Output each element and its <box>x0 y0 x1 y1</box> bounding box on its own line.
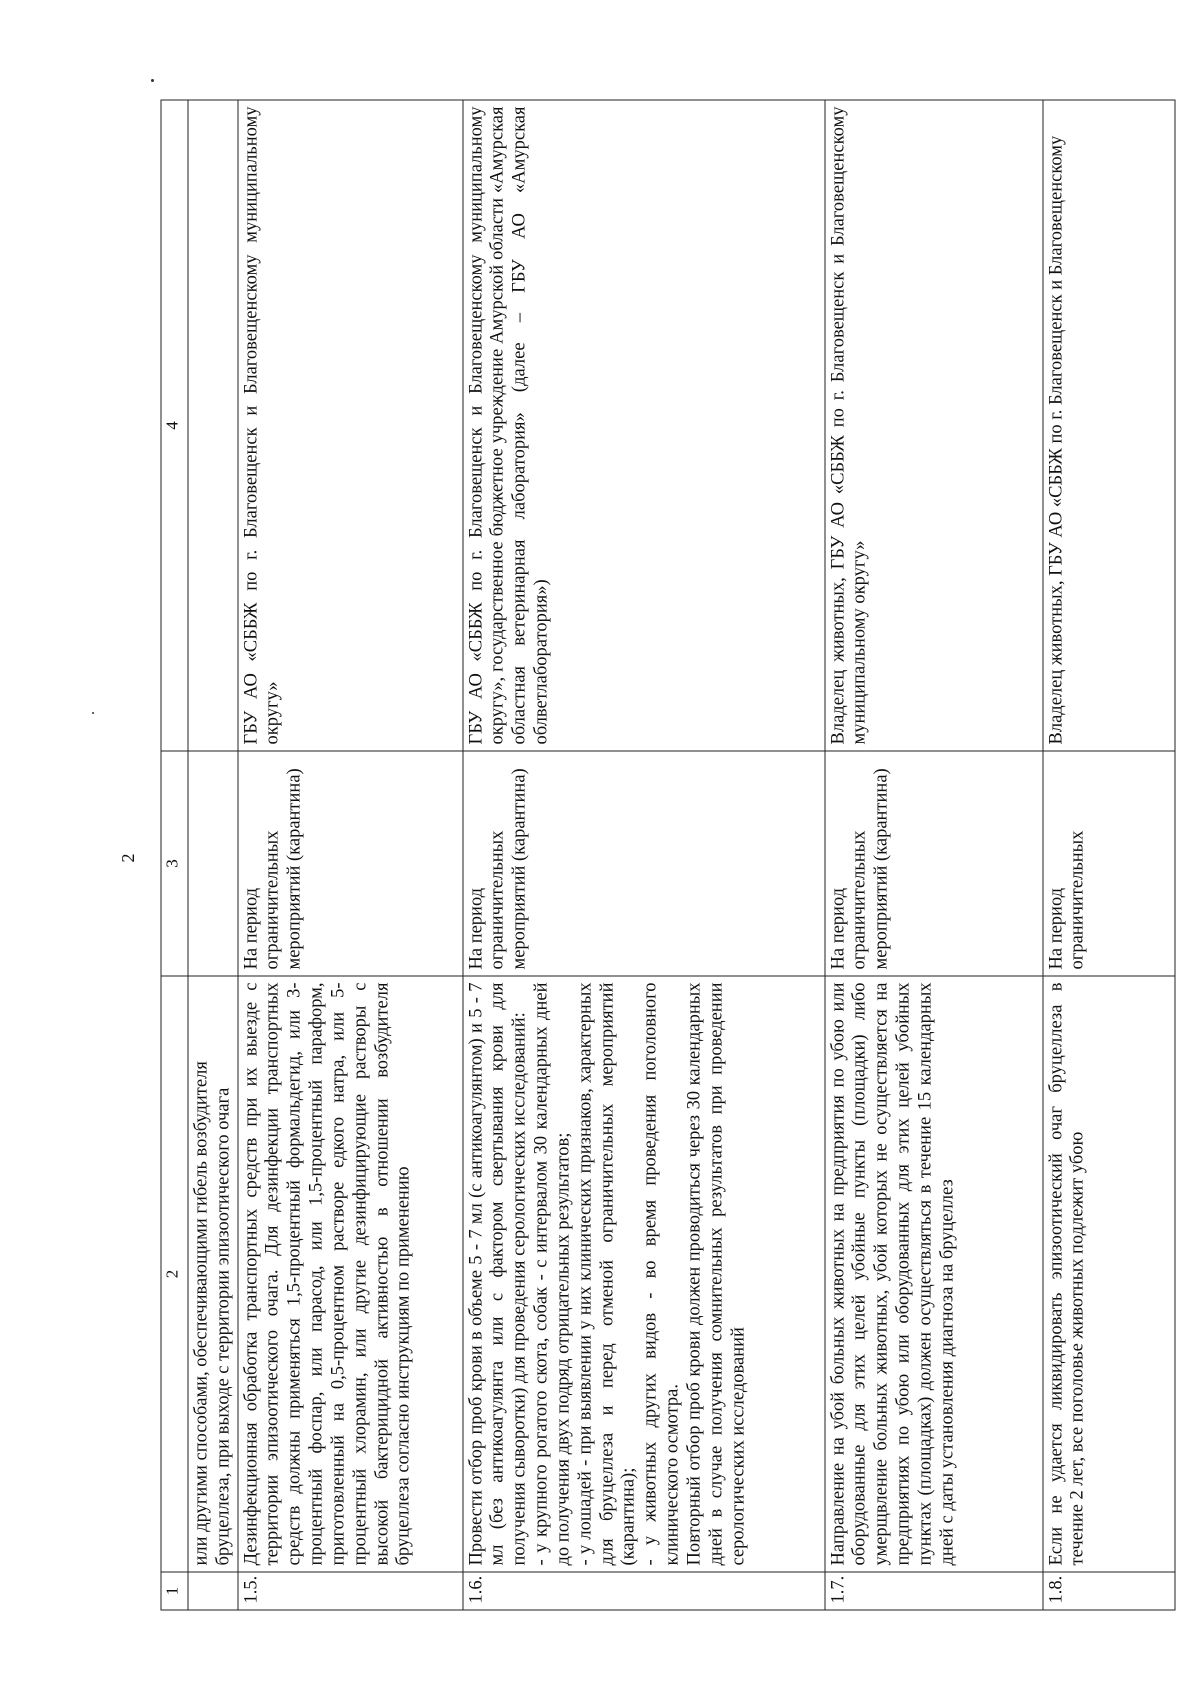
header-col-2: 2 <box>161 976 188 1572</box>
table-header-row <box>161 100 188 1610</box>
row-number: 1.7. <box>824 1572 1042 1610</box>
responsible-text: Владелец животных, ГБУ АО «СББЖ по г. Благовещенск и Благовещенскому муниципальному округу» <box>824 100 1042 751</box>
scan-speck <box>92 712 94 714</box>
rotated-table-frame <box>160 100 1175 1610</box>
responsible-text: Владелец животных, ГБУ АО «СББЖ по г. Благовещенск и Благовещенскому <box>1042 100 1174 751</box>
row-number: 1.5. <box>237 1572 462 1610</box>
measure-text: или другими способами, обеспечивающими гибель возбудителя бруцеллеза, при выходе с территории эпизоотического очага <box>188 976 238 1572</box>
responsible-text <box>188 100 238 751</box>
measure-text: Если не удается ликвидировать эпизоотический очаг бруцеллеза в течение 2 лет, все поголовье животных подлежит убою <box>1042 976 1174 1572</box>
row-number: 1.8. <box>1042 1572 1174 1610</box>
header-col-4: 4 <box>161 100 188 751</box>
measures-table <box>160 99 1175 1610</box>
row-number <box>188 1572 238 1610</box>
page-number: 2 <box>118 853 138 863</box>
table-row-1-5 <box>237 100 462 1610</box>
table-row-continuation <box>188 100 238 1610</box>
period-text: На период ограничительных мероприятий (карантина) <box>462 751 824 976</box>
measure-line: Провести отбор проб крови в объеме 5 - 7 мл (с антикоагулянтом) и 5 - 7 мл (без антикоагулянта или с фактором свертывания крови для получения сыворотки) для проведения серологических исследований: <box>465 982 530 1565</box>
table-row-1-6 <box>462 100 824 1610</box>
measure-line: - у животных других видов - во время проведения поголовного клинического осмотра. <box>640 982 683 1565</box>
period-text <box>188 751 238 976</box>
measure-line: Повторный отбор проб крови должен проводиться через 30 календарных дней в случае получения сомнительных результатов при проведении серологических исследований <box>683 982 748 1565</box>
period-text: На период ограничительных мероприятий (карантина) <box>237 751 462 976</box>
table-row-1-7 <box>824 100 1042 1610</box>
measure-line: - у крупного рогатого скота, собак - с интервалом 30 календарных дней до получения двух подряд отрицательных результатов; <box>531 982 573 1565</box>
table-row-1-8 <box>1042 100 1174 1610</box>
period-text: На период ограничительных мероприятий (карантина) <box>824 751 1042 976</box>
header-col-3: 3 <box>161 751 188 976</box>
measure-line: - у лошадей - при выявлении у них клинических признаков, характерных для бруцеллеза и перед отменой ограничительных мероприятий (карантина); <box>574 982 639 1565</box>
measure-text: Направление на убой больных животных на предприятия по убою или оборудованные для этих целей убойные пункты (площадки) либо умерщвление больных животных, убой которых не осуществляется на предприятиях по убою или оборудованных для этих целей убойных пунктах (площадках) должен осуществляться в течение 15 календарных дней с даты установления диагноза на бруцеллез <box>824 976 1042 1572</box>
row-number: 1.6. <box>462 1572 824 1610</box>
header-col-1: 1 <box>161 1572 188 1610</box>
scan-speck <box>151 79 154 82</box>
responsible-text: ГБУ АО «СББЖ по г. Благовещенск и Благовещенскому муниципальному округу» <box>237 100 462 751</box>
responsible-text: ГБУ АО «СББЖ по г. Благовещенск и Благовещенскому муниципальному округу», государственное бюджетное учреждение Амурской области «Амурская областная ветеринарная лаборатория» (далее – ГБУ АО «Амурская облветлаборатория») <box>462 100 824 751</box>
measure-text <box>462 976 824 1572</box>
period-text: На период ограничительных <box>1042 751 1174 976</box>
measure-text: Дезинфекционная обработка транспортных средств при их выезде с территории эпизоотического очага. Для дезинфекции транспортных средств должны применяться 1,5-процентный формальдегид, или 3-процентный фоспар, или парасод, или 1,5-процентный параформ, приготовленный на 0,5-процентном растворе едкого натра, или 5-процентный хлорамин, или другие дезинфицирующие растворы с высокой бактерицидной активностью в отношении возбудителя бруцеллеза согласно инструкциям по применению <box>237 976 462 1572</box>
